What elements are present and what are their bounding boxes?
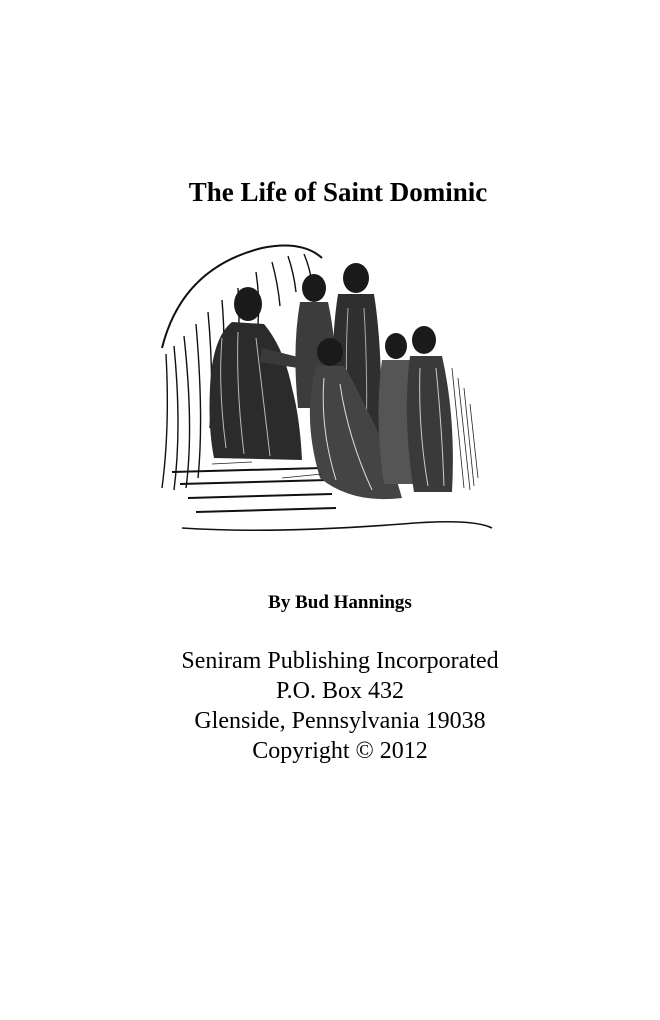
publisher-address: P.O. Box 432 [275,678,405,704]
engraving-image [152,228,504,544]
engraving-illustration [152,228,504,544]
publisher-block [0,646,660,766]
author-line: By Bud Hannings [268,592,412,613]
group-right [378,326,452,492]
copyright-line: Copyright © 2012 [252,738,428,764]
publisher-city: Glenside, Pennsylvania 19038 [194,708,486,734]
book-title: The Life of Saint Dominic [188,177,488,207]
publisher-name: Seniram Publishing Incorporated [181,648,499,674]
